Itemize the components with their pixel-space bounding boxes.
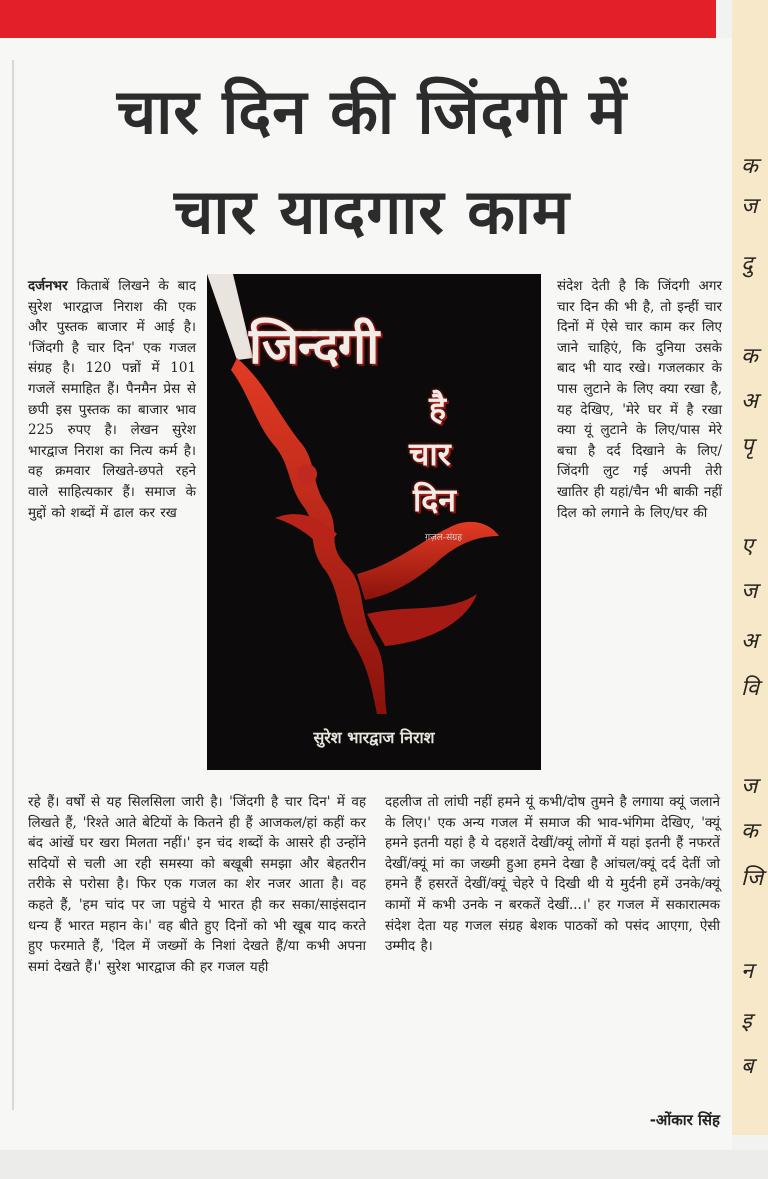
side-fragment: क xyxy=(741,819,758,844)
cover-subtitle: ग़ज़ल-संग्रह xyxy=(425,533,463,543)
side-fragment: ज xyxy=(741,194,758,219)
cover-title: जिन्दगी xyxy=(249,317,379,375)
byline: -ओंकार सिंह xyxy=(649,1111,720,1129)
article-column-1 xyxy=(28,276,196,523)
side-fragment: दु xyxy=(741,252,753,277)
headline-line-1: चार दिन की जिंदगी में xyxy=(116,75,628,148)
book-cover-image xyxy=(207,274,541,770)
side-fragment: ब xyxy=(741,1054,754,1079)
smoke-figure-body xyxy=(231,358,387,714)
article-column-3: रहे हैं। वर्षों से यह सिलसिला जारी है। 'जिंदगी है चार दिन' में वह लिखते हैं, 'रिश्ते आते बेटियों के कितने ही हैं आजकल/हां कहीं कर बंद आंखें घर खरा मिलता नहीं।' इन चंद शब्दों के आसरे ही उन्होंने सदियों से चली आ रही समस्या को बखूबी समझा और बेहतरीन तरीके से परोसा है। फिर एक गजल का शेर नजर आता है। वह कहते हैं, 'हम चांद पर जा पहुंचे ये भारत ही कर सका/साइंसदान धन्य हैं भारत महान के।' वह बीते हुए दिनों को भी खूब याद करते हुए फरमाते हैं, 'दिल में जख्मों के निशां देखते हैं/या कभी अपना समां देखते हैं।' सुरेश भारद्वाज की हर गजल यही xyxy=(28,794,366,975)
side-fragment: जि xyxy=(741,866,764,891)
side-fragment: अ xyxy=(741,629,758,654)
headline-line-2: चार यादगार काम xyxy=(174,175,570,248)
side-fragment: वि xyxy=(741,676,759,701)
cover-author: सुरेश भारद्वाज निराश xyxy=(313,728,435,747)
side-fragment: अ xyxy=(741,389,758,414)
dateline: दर्जनभर xyxy=(28,278,68,294)
article-column-4: दहलीज तो लांघी नहीं हमने यूं कभी/दोष तुमने है लगाया क्यूं जलाने के लिए।' एक अन्य गजल में समाज की भाव-भंगिमा देखिए, 'क्यूं हमने इतनी यहां है ये दहशतें देखीं/क्यूं लोगों में यहां इतनी हैं नफरतें देखीं/क्यूं मां का जख्मी हुआ हमने देखा है आंचल/क्यूं दर्द देतीं जो हमने हैं हसरतें देखीं/क्यूं चेहरे पे दिखी थी ये मुर्दनी हमें उनके/क्यूं कामों में कभी उनके न बरकतें देखीं...।' हर गजल में सकारात्मक संदेश देता यह गजल संग्रह बेशक पाठकों को पसंद आएगा, ऐसी उम्मीद है। xyxy=(385,794,720,955)
article-column-2: संदेश देती है कि जिंदगी अगर चार दिन की भी है, तो इन्हीं चार दिनों में ऐसे चार काम कर लिए जाने चाहिएं, कि दुनिया उसके बाद भी याद रखे। गजलकार के पास लुटाने के लिए क्या रखा है, यह देखिए, 'मेरे घर में है रखा क्या यूं लुटाने के लिए/पास मेरे बचा है दर्द दिखाने के लिए/जिंदगी लुट गई अपनी तेरी खातिर ही यहां/चैन भी बाकी नहीं दिल को लगाने के लिए/घर की xyxy=(557,278,722,521)
side-fragment: इ xyxy=(741,1009,752,1034)
side-fragment: ज xyxy=(741,579,758,604)
smoke-head xyxy=(297,464,317,484)
side-fragment: ज xyxy=(741,774,758,799)
side-fragment: क xyxy=(741,154,758,179)
cigarette-shape xyxy=(207,274,253,360)
adjacent-column-strip xyxy=(732,0,768,1135)
cover-title-line-2: है xyxy=(429,389,446,427)
left-margin-rule xyxy=(12,60,14,1110)
side-fragment: पृ xyxy=(741,434,754,459)
cover-title-line-3: चार xyxy=(409,435,451,473)
masthead-red-bar xyxy=(0,0,716,38)
cover-title-line-4: दिन xyxy=(413,481,457,519)
bottom-margin xyxy=(0,1150,768,1179)
column-1-text: किताबें लिखने के बाद सुरेश भारद्वाज निराश की एक और पुस्तक बाजार में आई है। 'जिंदगी है चार दिन' एक गजल संग्रह है। 120 पन्नों में 101 गजलें समाहित हैं। पैनमैन प्रेस से छपी इस पुस्तक का बाजार भाव 225 रुपए है। लेखन सुरेश भारद्वाज निराश का नित्य कर्म है। वह क्रमवार लिखते-छपते रहने वाले साहित्यकार हैं। समाज के मुद्दों को शब्दों में ढाल कर रख xyxy=(28,278,196,521)
smoke-skirt xyxy=(367,594,477,646)
side-fragment: क xyxy=(741,344,758,369)
side-fragment: न xyxy=(741,959,754,984)
side-fragment: ए xyxy=(741,534,754,559)
